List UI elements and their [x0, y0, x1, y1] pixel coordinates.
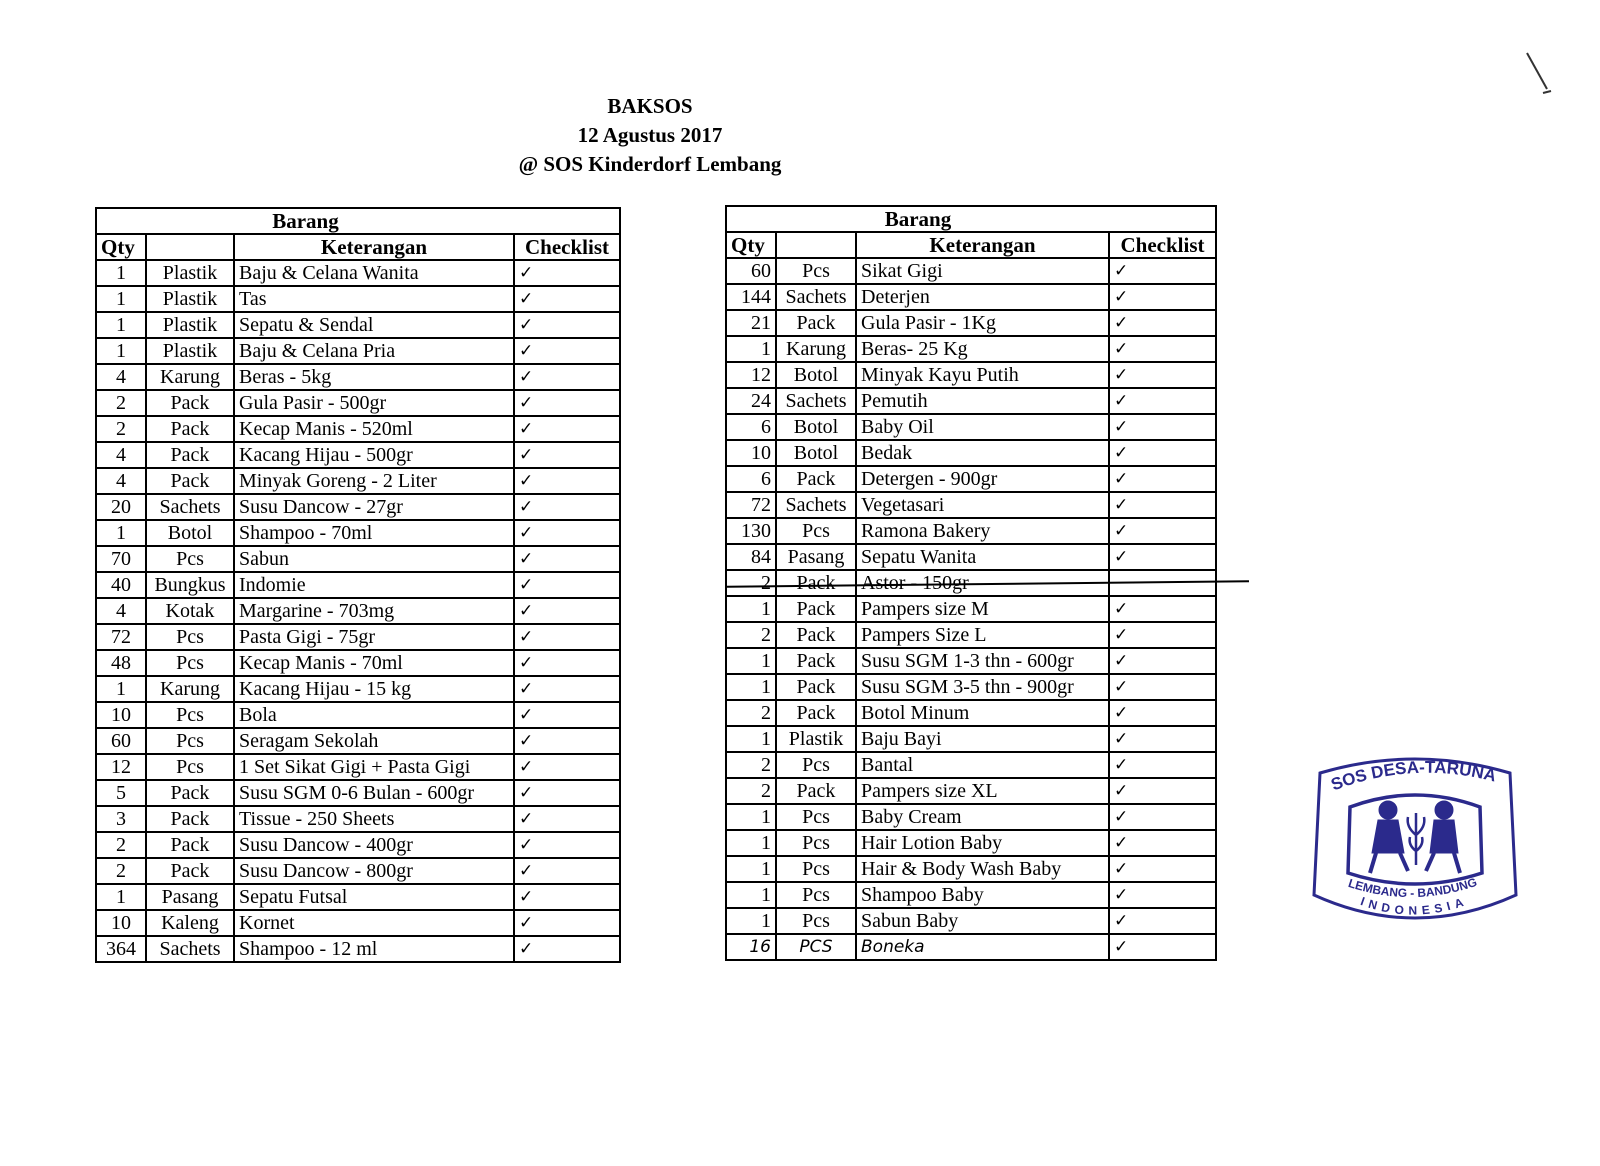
table-row — [96, 884, 620, 910]
item-unit: Pcs — [146, 754, 234, 780]
items-table-left — [95, 207, 621, 963]
item-qty: 16 — [726, 934, 776, 960]
table-row — [726, 934, 1216, 960]
table-row — [726, 518, 1216, 544]
item-description: Pampers size XL — [856, 778, 1109, 804]
item-description: Shampoo - 12 ml — [234, 936, 514, 962]
qty-header: Qty — [96, 234, 146, 260]
item-qty: 4 — [96, 442, 146, 468]
item-checkmark: ✓ — [1109, 934, 1216, 960]
barang-header: Barang — [96, 208, 514, 234]
item-checkmark: ✓ — [1109, 648, 1216, 674]
item-checkmark: ✓ — [514, 416, 620, 442]
keterangan-header: Keterangan — [856, 232, 1109, 258]
item-qty: 1 — [726, 648, 776, 674]
item-qty: 70 — [96, 546, 146, 572]
item-description: Astor - 150gr — [856, 570, 1109, 596]
table-column-header-row — [726, 232, 1216, 258]
item-unit: Pcs — [146, 546, 234, 572]
item-checkmark: ✓ — [1109, 908, 1216, 934]
item-unit: Botol — [776, 440, 856, 466]
item-description: Baby Cream — [856, 804, 1109, 830]
item-description: Sikat Gigi — [856, 258, 1109, 284]
item-unit: Pack — [776, 700, 856, 726]
item-checkmark: ✓ — [1109, 856, 1216, 882]
item-checkmark: ✓ — [1109, 674, 1216, 700]
item-description: Detergen - 900gr — [856, 466, 1109, 492]
item-qty: 2 — [96, 832, 146, 858]
item-qty: 72 — [726, 492, 776, 518]
table-row — [726, 414, 1216, 440]
barang-header: Barang — [726, 206, 1109, 232]
item-description: Baju Bayi — [856, 726, 1109, 752]
item-checkmark: ✓ — [1109, 414, 1216, 440]
table-row — [726, 440, 1216, 466]
item-checkmark: ✓ — [514, 546, 620, 572]
item-unit: Sachets — [146, 936, 234, 962]
table-row — [726, 830, 1216, 856]
item-qty: 2 — [726, 752, 776, 778]
item-unit: Pack — [776, 778, 856, 804]
table-row — [96, 832, 620, 858]
doc-date: 12 Agustus 2017 — [577, 123, 723, 147]
item-description: Susu Dancow - 800gr — [234, 858, 514, 884]
item-unit: Pack — [146, 858, 234, 884]
item-qty: 10 — [96, 702, 146, 728]
item-unit: Pack — [776, 674, 856, 700]
barang-header-pad — [514, 208, 620, 234]
table-row — [726, 596, 1216, 622]
table-row — [96, 416, 620, 442]
item-unit: Pack — [776, 570, 856, 596]
item-description: Ramona Bakery — [856, 518, 1109, 544]
item-qty: 1 — [96, 520, 146, 546]
item-description: Sepatu Futsal — [234, 884, 514, 910]
table-group-header-row — [726, 206, 1216, 232]
item-qty: 60 — [96, 728, 146, 754]
item-description: Susu SGM 3-5 thn - 900gr — [856, 674, 1109, 700]
item-qty: 4 — [96, 364, 146, 390]
item-description: Sabun — [234, 546, 514, 572]
item-unit: Karung — [776, 336, 856, 362]
table-row — [726, 258, 1216, 284]
table-row — [96, 494, 620, 520]
item-qty: 48 — [96, 650, 146, 676]
item-qty: 3 — [96, 806, 146, 832]
stamp-country-text: INDONESIA — [1358, 893, 1470, 918]
item-qty: 6 — [726, 414, 776, 440]
item-unit: Plastik — [146, 312, 234, 338]
item-qty: 10 — [726, 440, 776, 466]
item-qty: 2 — [726, 622, 776, 648]
item-checkmark: ✓ — [1109, 362, 1216, 388]
item-qty: 1 — [726, 830, 776, 856]
item-unit: Pcs — [146, 650, 234, 676]
item-description: Pasta Gigi - 75gr — [234, 624, 514, 650]
item-qty: 21 — [726, 310, 776, 336]
table-group-header-row — [96, 208, 620, 234]
item-checkmark: ✓ — [1109, 336, 1216, 362]
item-checkmark: ✓ — [1109, 466, 1216, 492]
items-table-right-body — [726, 258, 1216, 960]
item-checkmark: ✓ — [1109, 596, 1216, 622]
item-unit: Plastik — [776, 726, 856, 752]
item-qty: 364 — [96, 936, 146, 962]
item-unit: Kotak — [146, 598, 234, 624]
item-checkmark: ✓ — [514, 442, 620, 468]
qty-header: Qty — [726, 232, 776, 258]
item-qty: 1 — [726, 596, 776, 622]
stamp-bottom-text: LEMBANG - BANDUNG — [1346, 874, 1479, 901]
table-row — [96, 364, 620, 390]
table-row — [726, 674, 1216, 700]
item-checkmark: ✓ — [514, 338, 620, 364]
table-row — [726, 544, 1216, 570]
item-checkmark: ✓ — [514, 754, 620, 780]
item-qty: 84 — [726, 544, 776, 570]
item-description: Minyak Kayu Putih — [856, 362, 1109, 388]
item-description: Bedak — [856, 440, 1109, 466]
item-checkmark: ✓ — [1109, 752, 1216, 778]
table-row — [96, 598, 620, 624]
table-row — [726, 726, 1216, 752]
item-checkmark: ✓ — [514, 676, 620, 702]
item-unit: Pcs — [146, 624, 234, 650]
doc-location: @ SOS Kinderdorf Lembang — [518, 152, 782, 176]
item-unit: Botol — [776, 362, 856, 388]
item-qty: 1 — [96, 260, 146, 286]
table-row — [96, 728, 620, 754]
item-description: Kornet — [234, 910, 514, 936]
item-unit: PCS — [776, 934, 856, 960]
item-qty: 2 — [726, 778, 776, 804]
item-checkmark: ✓ — [514, 806, 620, 832]
item-unit: Pcs — [776, 258, 856, 284]
unit-header — [146, 234, 234, 260]
item-description: Tissue - 250 Sheets — [234, 806, 514, 832]
item-checkmark: ✓ — [514, 390, 620, 416]
item-description: Margarine - 703mg — [234, 598, 514, 624]
table-row — [96, 442, 620, 468]
item-checkmark: ✓ — [514, 520, 620, 546]
item-qty: 2 — [96, 858, 146, 884]
table-row — [96, 624, 620, 650]
item-description: Shampoo - 70ml — [234, 520, 514, 546]
item-unit: Pasang — [146, 884, 234, 910]
barang-header-pad — [1109, 206, 1216, 232]
item-unit: Pasang — [776, 544, 856, 570]
table-row — [96, 390, 620, 416]
item-description: Baju & Celana Wanita — [234, 260, 514, 286]
table-row — [726, 778, 1216, 804]
item-description: Botol Minum — [856, 700, 1109, 726]
item-qty: 72 — [96, 624, 146, 650]
item-unit: Sachets — [776, 492, 856, 518]
table-row — [96, 338, 620, 364]
item-unit: Pcs — [776, 856, 856, 882]
item-unit: Pack — [146, 390, 234, 416]
item-qty: 4 — [96, 468, 146, 494]
item-unit: Pack — [146, 416, 234, 442]
item-description: Kacang Hijau - 15 kg — [234, 676, 514, 702]
item-qty: 144 — [726, 284, 776, 310]
item-checkmark: ✓ — [1109, 882, 1216, 908]
item-description: Pemutih — [856, 388, 1109, 414]
item-unit: Pack — [776, 596, 856, 622]
item-checkmark: ✓ — [1109, 726, 1216, 752]
item-unit: Pack — [146, 832, 234, 858]
table-row — [726, 336, 1216, 362]
item-description: Pampers Size L — [856, 622, 1109, 648]
item-unit: Plastik — [146, 338, 234, 364]
item-description: Hair & Body Wash Baby — [856, 856, 1109, 882]
item-description: Minyak Goreng - 2 Liter — [234, 468, 514, 494]
item-unit: Sachets — [146, 494, 234, 520]
document-header — [400, 92, 900, 179]
item-unit: Botol — [146, 520, 234, 546]
table-row — [96, 260, 620, 286]
item-unit: Plastik — [146, 260, 234, 286]
item-unit: Pcs — [776, 908, 856, 934]
table-row — [96, 754, 620, 780]
table-row — [96, 858, 620, 884]
keterangan-header: Keterangan — [234, 234, 514, 260]
item-unit: Karung — [146, 676, 234, 702]
item-qty: 40 — [96, 572, 146, 598]
item-description: Gula Pasir - 1Kg — [856, 310, 1109, 336]
table-row — [96, 520, 620, 546]
item-checkmark: ✓ — [514, 650, 620, 676]
item-unit: Karung — [146, 364, 234, 390]
item-checkmark: ✓ — [514, 598, 620, 624]
item-description: Sepatu Wanita — [856, 544, 1109, 570]
item-description: Baju & Celana Pria — [234, 338, 514, 364]
table-row — [726, 284, 1216, 310]
item-checkmark: ✓ — [514, 494, 620, 520]
item-qty: 20 — [96, 494, 146, 520]
checklist-header: Checklist — [514, 234, 620, 260]
item-description: Susu Dancow - 27gr — [234, 494, 514, 520]
table-row — [726, 804, 1216, 830]
item-unit: Pack — [776, 310, 856, 336]
item-description: Kecap Manis - 70ml — [234, 650, 514, 676]
item-unit: Pack — [776, 648, 856, 674]
item-unit: Pack — [146, 806, 234, 832]
item-qty: 1 — [726, 336, 776, 362]
item-qty: 12 — [726, 362, 776, 388]
table-row — [726, 310, 1216, 336]
item-description: Baby Oil — [856, 414, 1109, 440]
item-unit: Sachets — [776, 284, 856, 310]
item-qty: 1 — [726, 856, 776, 882]
item-description: Seragam Sekolah — [234, 728, 514, 754]
item-checkmark: ✓ — [1109, 778, 1216, 804]
item-qty: 1 — [726, 674, 776, 700]
item-description: Sepatu & Sendal — [234, 312, 514, 338]
table-row — [96, 702, 620, 728]
item-checkmark: ✓ — [514, 624, 620, 650]
item-unit: Plastik — [146, 286, 234, 312]
item-description: Susu SGM 1-3 thn - 600gr — [856, 648, 1109, 674]
item-description: Boneka — [856, 934, 1109, 960]
item-checkmark: ✓ — [1109, 284, 1216, 310]
item-qty: 1 — [726, 726, 776, 752]
item-unit: Pack — [776, 622, 856, 648]
item-qty: 1 — [96, 338, 146, 364]
table-row — [726, 388, 1216, 414]
item-description: Beras- 25 Kg — [856, 336, 1109, 362]
item-qty: 5 — [96, 780, 146, 806]
item-description: Tas — [234, 286, 514, 312]
item-description: Susu SGM 0-6 Bulan - 600gr — [234, 780, 514, 806]
table-row — [96, 650, 620, 676]
item-unit: Pcs — [776, 752, 856, 778]
checklist-header: Checklist — [1109, 232, 1216, 258]
item-qty: 4 — [96, 598, 146, 624]
item-checkmark: ✓ — [1109, 440, 1216, 466]
table-row — [726, 908, 1216, 934]
item-unit: Pack — [146, 780, 234, 806]
item-checkmark: ✓ — [514, 572, 620, 598]
item-checkmark: ✓ — [1109, 492, 1216, 518]
table-row — [96, 676, 620, 702]
table-row — [726, 752, 1216, 778]
item-qty: 1 — [96, 286, 146, 312]
item-unit: Pcs — [146, 728, 234, 754]
table-row — [726, 492, 1216, 518]
item-qty: 2 — [726, 570, 776, 596]
item-qty: 1 — [726, 882, 776, 908]
item-qty: 2 — [726, 700, 776, 726]
item-checkmark: ✓ — [1109, 544, 1216, 570]
item-qty: 12 — [96, 754, 146, 780]
item-description: Bola — [234, 702, 514, 728]
item-checkmark: ✓ — [514, 312, 620, 338]
item-checkmark: ✓ — [514, 884, 620, 910]
item-description: Kecap Manis - 520ml — [234, 416, 514, 442]
item-qty: 130 — [726, 518, 776, 544]
table-row — [726, 700, 1216, 726]
organization-stamp — [1310, 755, 1520, 930]
item-checkmark: ✓ — [1109, 258, 1216, 284]
item-qty: 6 — [726, 466, 776, 492]
item-description: Gula Pasir - 500gr — [234, 390, 514, 416]
item-qty: 2 — [96, 416, 146, 442]
item-qty: 10 — [96, 910, 146, 936]
item-unit: Botol — [776, 414, 856, 440]
item-checkmark: ✓ — [1109, 310, 1216, 336]
item-description: Beras - 5kg — [234, 364, 514, 390]
table-row — [726, 882, 1216, 908]
item-checkmark: ✓ — [514, 832, 620, 858]
item-unit: Pcs — [776, 518, 856, 544]
item-qty: 1 — [96, 312, 146, 338]
item-unit: Pcs — [776, 804, 856, 830]
item-checkmark: ✓ — [514, 780, 620, 806]
table-row — [726, 622, 1216, 648]
table-row — [96, 312, 620, 338]
item-description: Susu Dancow - 400gr — [234, 832, 514, 858]
item-qty: 2 — [96, 390, 146, 416]
item-unit: Pcs — [146, 702, 234, 728]
item-description: Shampoo Baby — [856, 882, 1109, 908]
item-qty: 24 — [726, 388, 776, 414]
item-qty: 1 — [96, 676, 146, 702]
item-description: Vegetasari — [856, 492, 1109, 518]
table-row — [96, 286, 620, 312]
item-description: 1 Set Sikat Gigi + Pasta Gigi — [234, 754, 514, 780]
item-unit: Bungkus — [146, 572, 234, 598]
table-row — [726, 362, 1216, 388]
item-qty: 60 — [726, 258, 776, 284]
item-checkmark: ✓ — [1109, 804, 1216, 830]
item-checkmark: ✓ — [514, 936, 620, 962]
item-checkmark: ✓ — [514, 702, 620, 728]
item-description: Pampers size M — [856, 596, 1109, 622]
item-checkmark: ✓ — [1109, 388, 1216, 414]
staple-mark — [1523, 49, 1553, 104]
item-description: Deterjen — [856, 284, 1109, 310]
item-checkmark: ✓ — [514, 260, 620, 286]
item-description: Kacang Hijau - 500gr — [234, 442, 514, 468]
item-unit: Sachets — [776, 388, 856, 414]
table-row — [726, 856, 1216, 882]
table-row — [96, 936, 620, 962]
item-description: Indomie — [234, 572, 514, 598]
item-checkmark: ✓ — [514, 468, 620, 494]
doc-title: BAKSOS — [607, 94, 693, 118]
stamp-seal-icon — [1310, 755, 1520, 930]
table-row — [96, 780, 620, 806]
item-checkmark: ✓ — [514, 286, 620, 312]
item-unit: Pcs — [776, 882, 856, 908]
table-row — [96, 468, 620, 494]
item-qty: 1 — [726, 908, 776, 934]
items-table-left-body — [96, 260, 620, 962]
item-checkmark: ✓ — [1109, 830, 1216, 856]
item-checkmark: ✓ — [1109, 622, 1216, 648]
item-unit: Pack — [776, 466, 856, 492]
table-row — [96, 806, 620, 832]
table-column-header-row — [96, 234, 620, 260]
table-row — [96, 910, 620, 936]
item-checkmark: ✓ — [514, 910, 620, 936]
table-row — [726, 648, 1216, 674]
item-checkmark: ✓ — [514, 858, 620, 884]
table-row — [96, 546, 620, 572]
item-description: Sabun Baby — [856, 908, 1109, 934]
table-row — [96, 572, 620, 598]
item-checkmark: ✓ — [514, 364, 620, 390]
item-checkmark: ✓ — [1109, 518, 1216, 544]
item-unit: Pcs — [776, 830, 856, 856]
item-checkmark: ✓ — [1109, 700, 1216, 726]
item-checkmark: ✓ — [514, 728, 620, 754]
item-description: Bantal — [856, 752, 1109, 778]
item-qty: 1 — [726, 804, 776, 830]
item-qty: 1 — [96, 884, 146, 910]
item-unit: Pack — [146, 442, 234, 468]
unit-header — [776, 232, 856, 258]
table-row — [726, 466, 1216, 492]
item-description: Hair Lotion Baby — [856, 830, 1109, 856]
stamp-top-text: SOS DESA-TARUNA — [1328, 757, 1499, 795]
item-unit: Kaleng — [146, 910, 234, 936]
item-unit: Pack — [146, 468, 234, 494]
